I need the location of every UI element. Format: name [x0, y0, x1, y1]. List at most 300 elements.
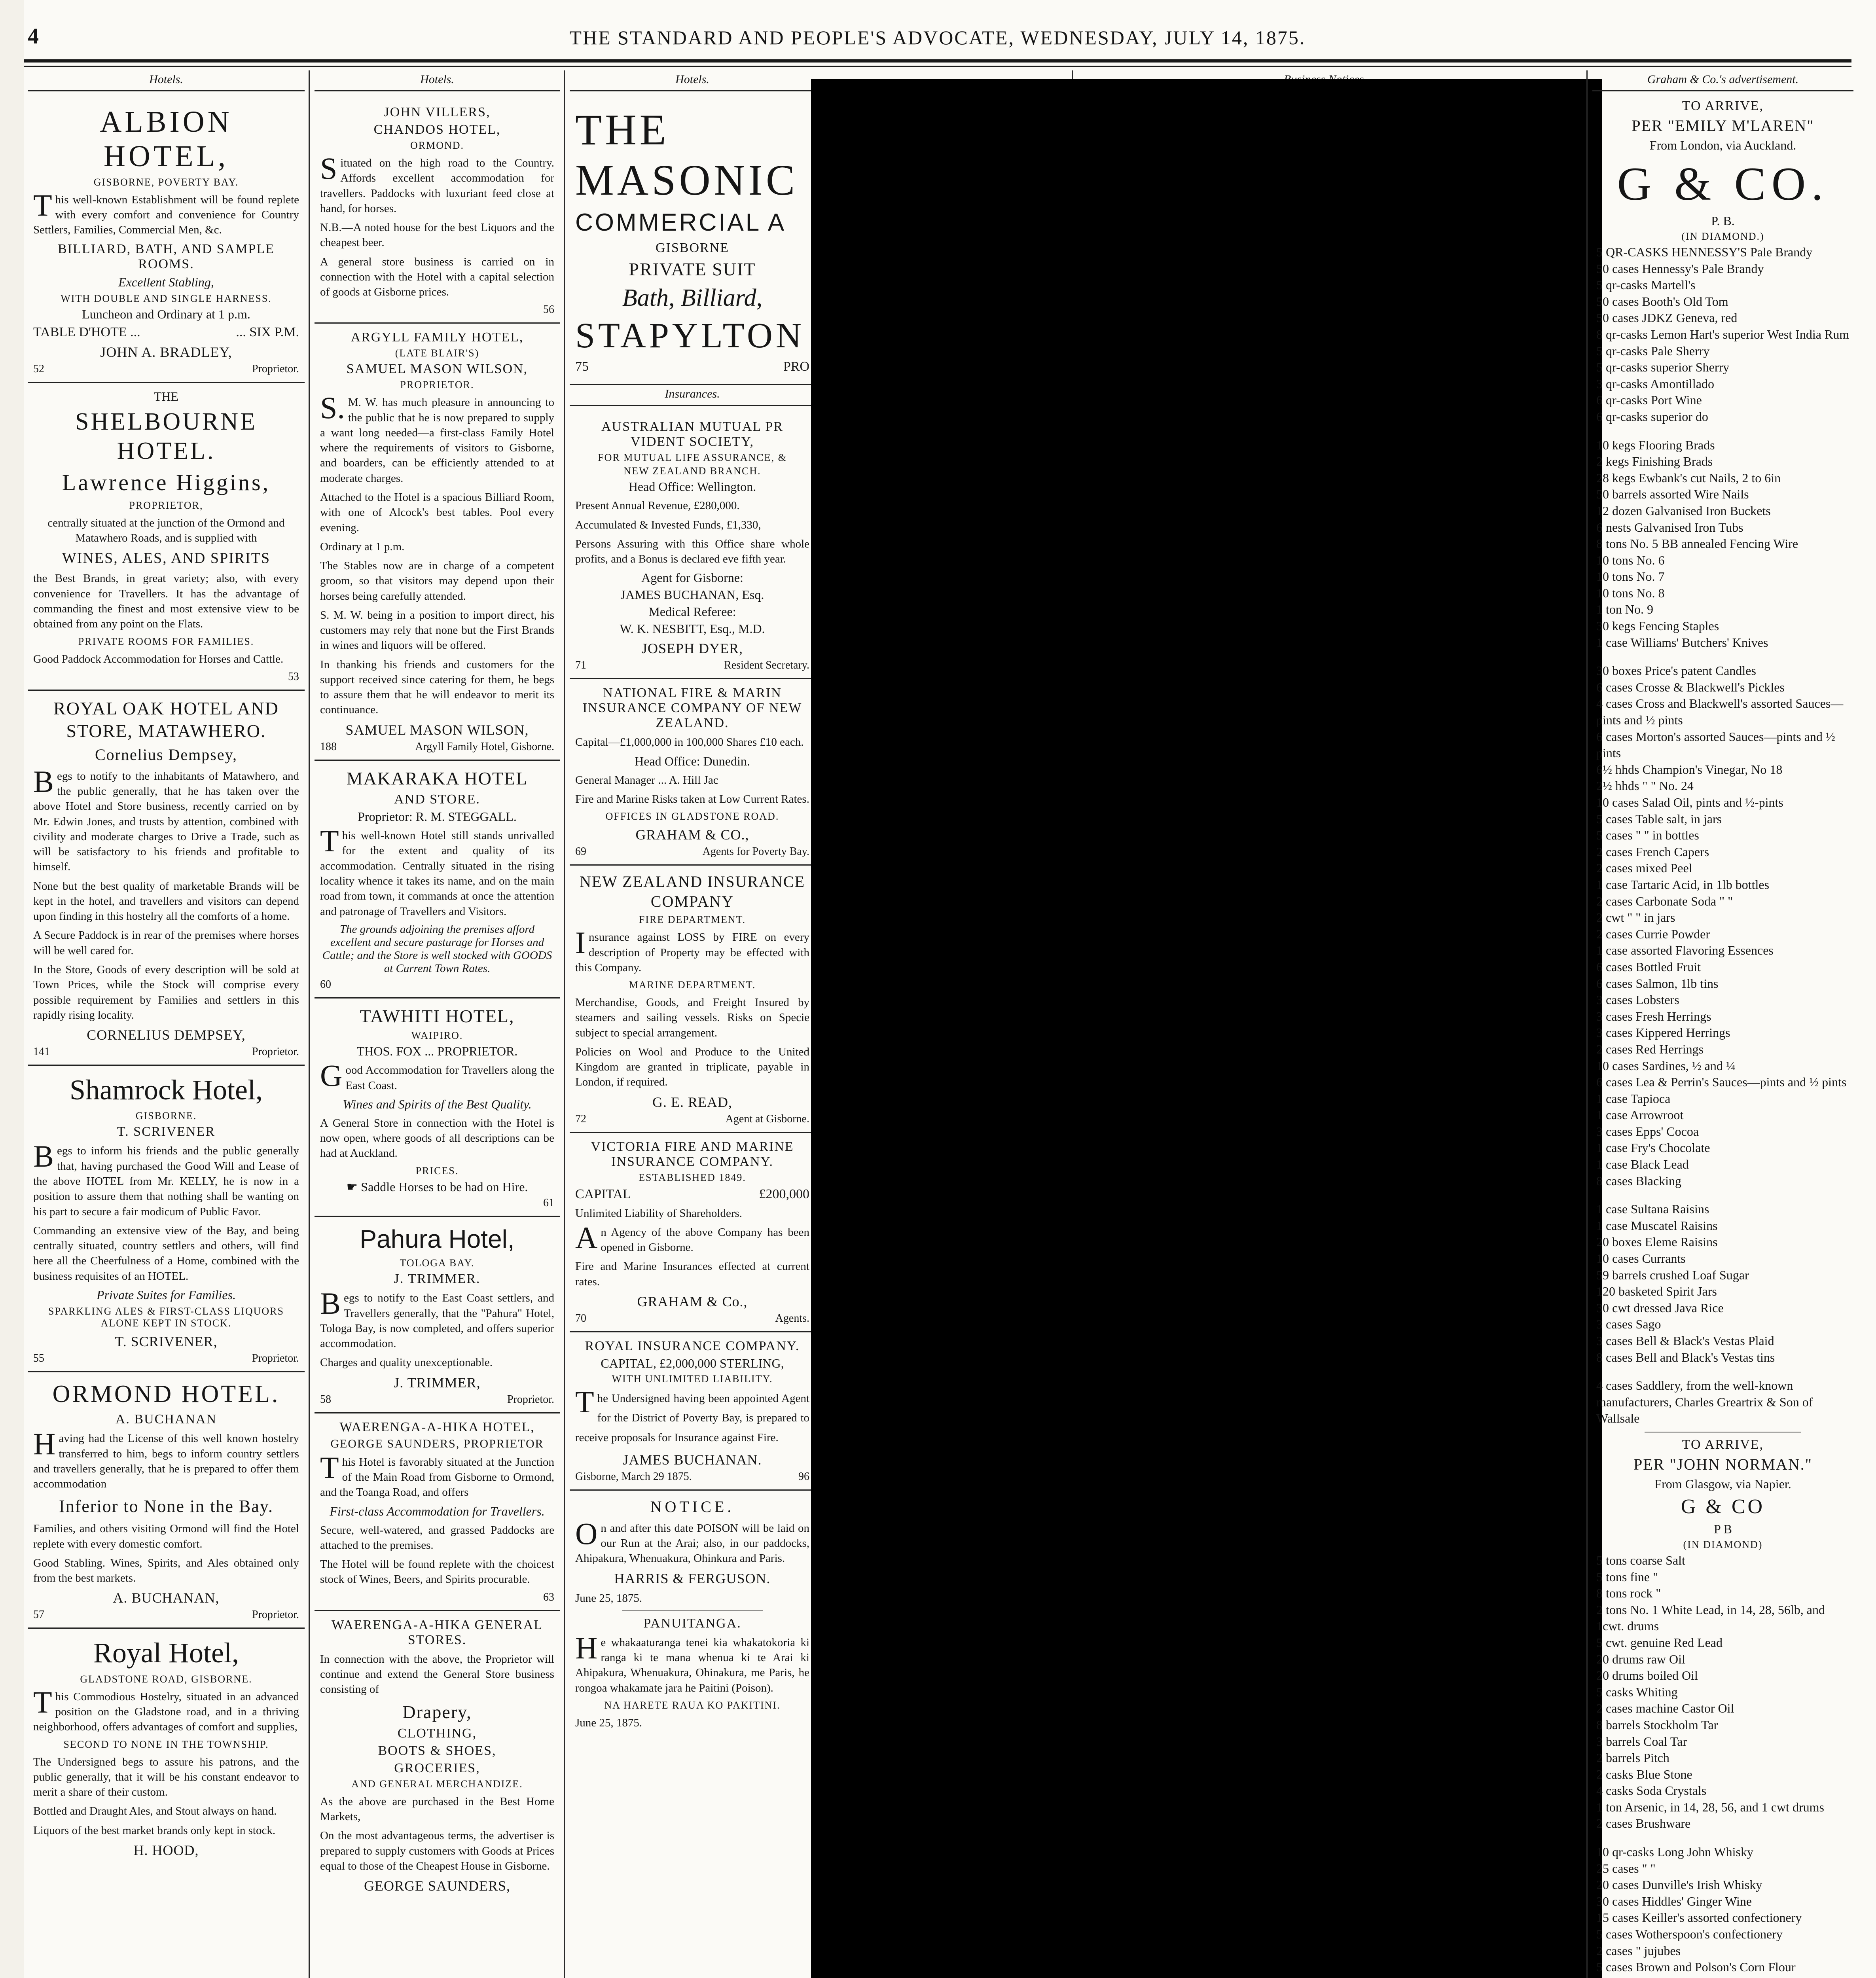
ad-offices: OFFICES IN GLADSTONE ROAD.	[605, 811, 779, 822]
ad-body-2: Families, and others visiting Ormond will find the Hotel replete with every domestic comfort.	[33, 1522, 299, 1550]
goods-item: 3 cases Lobsters	[1596, 993, 1679, 1007]
ad-footer	[320, 1591, 554, 1604]
brand-diamond: (IN DIAMOND.)	[1681, 231, 1764, 242]
ad-signature: G. E. READ,	[652, 1094, 732, 1110]
ad-horses-text: Saddle Horses to be had on Hire.	[361, 1179, 528, 1194]
ad-italic: Wines and Spirits of the Best Quality.	[343, 1097, 532, 1111]
goods-item: 1 case Tapioca	[1596, 1091, 1671, 1106]
ship-name-2: PER "JOHN NORMAN."	[1633, 1455, 1813, 1473]
goods-item: 20 drums boiled Oil	[1596, 1668, 1698, 1683]
ad-body-2: As the above are purchased in the Best Home Markets,	[320, 1795, 554, 1823]
ad-victoria-insurance	[570, 1133, 815, 1332]
goods-item: 8 qr-casks Lemon Hart's superior West India Rum	[1596, 327, 1849, 341]
ad-number: 61	[543, 1196, 554, 1209]
ad-groceries: GROCERIES,	[394, 1760, 480, 1775]
brand-mark: G & CO.	[1617, 157, 1829, 210]
ad-body-2: Attached to the Hotel is a spacious Billiard Room, with one of Alcock's best tables. Pool every evening.	[320, 491, 554, 534]
ad-body: On and after this date POISON will be laid on our Run at the Arai; also, in our paddocks, Ahipakura, Whenuakura, Ohinkura and Paris.	[575, 1516, 809, 1565]
ad-signature: HARRIS & FERGUSON.	[614, 1570, 771, 1586]
ad-number: 70	[575, 1312, 586, 1324]
ad-number: 188	[320, 740, 337, 753]
ad-footer	[320, 1197, 554, 1209]
ad-title: Shamrock Hotel,	[70, 1074, 263, 1106]
ad-role: Proprietor.	[252, 362, 299, 375]
column-header: Graham & Co.'s advertisement.	[1592, 70, 1853, 91]
goods-item: 2½ hhds " " No. 24	[1596, 779, 1694, 793]
ad-inferior: Inferior to None in the Bay.	[59, 1497, 273, 1516]
ad-nb: N.B.—A noted house for the best Liquors and the cheapest beer.	[320, 221, 554, 249]
goods-item: 3 cases Bell & Black's Vestas Plaid	[1596, 1334, 1774, 1348]
ad-footer	[575, 1312, 809, 1325]
goods-item: 20 drums raw Oil	[1596, 1652, 1685, 1666]
ad-table-dhote	[33, 325, 299, 340]
column-2	[315, 70, 560, 1978]
goods-item: 120 basketed Spirit Jars	[1596, 1284, 1717, 1299]
goods-item: 5 cases Brown and Polson's Corn Flour	[1596, 1960, 1796, 1974]
goods-item: 50 cases Booth's Old Tom	[1596, 294, 1728, 309]
ad-ales: SPARKLING ALES & FIRST-CLASS LIQUORS ALONE KEPT IN STOCK.	[48, 1305, 284, 1329]
goods-item: 10 cases Sardines, ½ and ¼	[1596, 1058, 1736, 1073]
ad-body: Begs to notify to the East Coast settlers, and Travellers generally, that the "Pahura" Hotel, Tologa Bay, is now completed, and offers superior accommodation.	[320, 1286, 554, 1350]
ad-footer	[33, 1046, 299, 1058]
goods-item: 2 cases machine Castor Oil	[1596, 1701, 1734, 1716]
goods-list-hardware	[1592, 437, 1853, 651]
ad-body-4: In the Store, Goods of every description will be sold at Town Prices, while the Stock will comprise every possible requirement by Families and settlers in this rapidly rising locality.	[33, 963, 299, 1021]
ad-branch: NEW ZEALAND BRANCH.	[623, 465, 761, 477]
goods-item: 1 case Sultana Raisins	[1596, 1202, 1709, 1216]
goods-item: 25 cases " "	[1596, 1861, 1656, 1876]
ad-body: Begs to notify to the inhabitants of Matawhero, and the public generally, that he has taken over the above Hotel and Store business, recently carried on by Mr. Edwin Jones, and trusts by attention, combined with civility and moderate charges to Drive a Trade, such as will be satisfactory to his friends and profitable to himself.	[33, 764, 299, 873]
goods-item: 5 cases Table salt, in jars	[1596, 811, 1722, 826]
ad-wines: WINES, ALES, AND SPIRITS	[62, 550, 271, 567]
goods-item: 6 cases Salmon, 1lb tins	[1596, 976, 1719, 991]
ad-argyll-hotel	[315, 324, 560, 760]
ad-title: NOTICE.	[650, 1497, 735, 1516]
ad-body-2: The Undersigned begs to assure his patrons, and the public generally, that it will be his constant endeavor to merit a share of their custom.	[33, 1755, 299, 1799]
ad-line-5: PRO	[783, 359, 809, 374]
ad-body-3: Ordinary at 1 p.m.	[320, 540, 405, 553]
goods-item: 3 cases Epps' Cocoa	[1596, 1124, 1699, 1139]
column-header: Hotels.	[570, 70, 815, 91]
ad-title: ARGYLL FAMILY HOTEL,	[351, 330, 524, 345]
ad-footer	[33, 1352, 299, 1365]
goods-item: 28 kegs Ewbank's cut Nails, 2 to 6in	[1596, 470, 1781, 485]
goods-item: 10 tons No. 7	[1596, 569, 1665, 584]
ad-private-rooms: PRIVATE ROOMS FOR FAMILIES.	[78, 635, 254, 647]
ad-shelbourne-hotel	[28, 383, 305, 691]
ad-boots: BOOTS & SHOES,	[378, 1743, 496, 1758]
goods-item: 2 cases " jujubes	[1596, 1943, 1681, 1958]
goods-item: 2 casks Blue Stone	[1596, 1767, 1692, 1781]
ad-signature: SAMUEL MASON WILSON,	[345, 722, 529, 738]
ad-role: Agents.	[775, 1312, 809, 1324]
ad-proprietor: THOS. FOX ... PROPRIETOR.	[356, 1044, 518, 1059]
pointing-hand-icon: ☛	[346, 1179, 361, 1194]
goods-item: 10 cases Salad Oil, pints and ½-pints	[1596, 795, 1783, 809]
brand-mark-2: G & CO	[1681, 1495, 1765, 1518]
ad-title: Pahura Hotel,	[360, 1224, 515, 1253]
ad-notice	[570, 1491, 815, 1741]
ad-body: Good Accommodation for Travellers along the East Coast.	[320, 1058, 554, 1093]
ad-body-3: Bottled and Draught Ales, and Stout always on hand.	[33, 1805, 277, 1818]
goods-item: 8 cases Bell and Black's Vestas tins	[1596, 1350, 1775, 1364]
column-1	[28, 70, 305, 1978]
goods-item: 6 qr-casks Port Wine	[1596, 393, 1702, 407]
ad-liability: Unlimited Liability of Shareholders.	[575, 1207, 743, 1220]
ad-place: ORMOND.	[410, 140, 464, 151]
ad-place: WAIPIRO.	[411, 1030, 463, 1042]
goods-item: 6 cases Lea & Perrin's Sauces—pints and ½ pints	[1596, 1075, 1847, 1089]
ad-signature: J. TRIMMER,	[394, 1374, 481, 1391]
goods-item: 2 cases French Capers	[1596, 844, 1709, 859]
ad-footer	[575, 359, 809, 374]
ad-office: Head Office: Wellington.	[628, 479, 756, 494]
ad-agent-name: JAMES BUCHANAN, Esq.	[620, 587, 764, 602]
ad-title: SHELBOURNE HOTEL.	[75, 408, 257, 464]
ad-body: This Hotel is favorably situated at the Junction of the Main Road from Gisborne to Ormond, and the Toanga Road, and offers	[320, 1450, 554, 1499]
goods-item: 1 ton Arsenic, in 14, 28, 56, and 1 cwt drums	[1596, 1800, 1824, 1814]
goods-item: 2 kegs Finishing Brads	[1596, 454, 1713, 469]
ad-paddock: Good Paddock Accommodation for Horses and Cattle.	[33, 652, 284, 665]
ad-place: TOLOGA BAY.	[400, 1257, 475, 1269]
ad-agent-label: Agent for Gisborne:	[641, 570, 743, 585]
ad-chandos-hotel	[315, 99, 560, 324]
goods-item: 5 QR-CASKS HENNESSY'S Pale Brandy	[1596, 245, 1813, 259]
ad-italic: First-class Accommodation for Travellers.	[330, 1504, 545, 1518]
ad-capital: CAPITAL, £2,000,000 STERLING,	[601, 1356, 784, 1370]
goods-item: 50 cases Hennessy's Pale Brandy	[1596, 261, 1764, 276]
ad-shamrock-hotel	[28, 1066, 305, 1372]
ad-proprietor-name: Lawrence Higgins,	[62, 470, 271, 496]
goods-item: 2 cases Red Herrings	[1596, 1042, 1704, 1056]
ad-place: GISBORNE	[655, 241, 730, 256]
ad-role: Proprietor.	[252, 1046, 299, 1058]
ad-marine: MARINE DEPARTMENT.	[629, 979, 756, 991]
ad-funds: Accumulated & Invested Funds, £1,330,	[575, 518, 761, 531]
ad-the: THE	[153, 389, 179, 404]
goods-item: 50 cases JDKZ Geneva, red	[1596, 311, 1738, 325]
ad-albion-hotel	[28, 99, 305, 383]
ad-body: S.M. W. has much pleasure in announcing to the public that he is now prepared to supply a want long needed—a first-class Family Hotel where the requirements of visitors to Gisborne, and boarders, can be efficiently attended to at moderate charges.	[320, 390, 554, 485]
page-margin	[0, 0, 24, 1978]
ad-signature-2: Argyll Family Hotel, Gisborne.	[415, 740, 554, 753]
goods-item: 2 cwt " " in jars	[1596, 910, 1675, 925]
ad-subtitle: FOR MUTUAL LIFE ASSURANCE, &	[598, 452, 787, 464]
ad-number: 96	[798, 1470, 809, 1483]
goods-item: 2 cases Brushware	[1596, 1816, 1691, 1831]
goods-item: 5 cases Wotherspoon's confectionery	[1596, 1927, 1783, 1942]
ad-body-2: A General Store in connection with the Hotel is now open, where goods of all descriptions can be had at Auckland.	[320, 1116, 554, 1160]
goods-item: 8 tons No. 5 BB annealed Fencing Wire	[1596, 536, 1798, 551]
ad-body: The Undersigned having been appointed Agent for the District of Poverty Bay, is prepared to receive proposals for Insurance against Fire.	[575, 1384, 809, 1444]
ad-body-3: Good Stabling. Wines, Spirits, and Ales obtained only from the best markets.	[33, 1556, 299, 1585]
ad-late: (LATE BLAIR'S)	[395, 347, 479, 359]
ad-role: Agents for Poverty Bay.	[702, 845, 809, 858]
ad-line-1: COMMERCIAL A	[575, 209, 786, 236]
ad-liability: WITH UNLIMITED LIABILITY.	[612, 1373, 773, 1385]
newspaper-title: THE STANDARD AND PEOPLE'S ADVOCATE, WEDNESDAY, JULY 14, 1875.	[569, 27, 1306, 49]
ad-signature-maori: NA HARETE RAUA KO PAKITINI.	[604, 1699, 781, 1711]
capital-label: CAPITAL	[575, 1186, 631, 1201]
ad-footer	[320, 741, 554, 753]
goods-list-glasgow	[1592, 1552, 1853, 1832]
ad-title: TAWHITI HOTEL,	[360, 1006, 515, 1026]
ad-role: Resident Secretary.	[724, 659, 809, 672]
ad-horses	[320, 1179, 554, 1194]
goods-item: 3 barrels Coal Tar	[1596, 1734, 1687, 1749]
goods-item: 2 cases Currie Powder	[1596, 926, 1710, 941]
ad-number: 63	[543, 1591, 554, 1603]
ad-body-4: The Stables now are in charge of a competent groom, so that visitors may depend upon their horses being carefully attended.	[320, 559, 554, 602]
ad-medical-label: Medical Referee:	[648, 604, 736, 619]
ad-ormond-hotel	[28, 1372, 305, 1629]
ad-number: 56	[543, 303, 554, 316]
ad-medical-name: W. K. NESBITT, Esq., M.D.	[620, 621, 765, 636]
ad-place: GISBORNE.	[135, 1110, 197, 1122]
ad-title-maori: PANUITANGA.	[643, 1616, 741, 1631]
column-header: Hotels.	[28, 70, 305, 91]
ad-body-4: Liquors of the best market brands only kept in stock.	[33, 1824, 276, 1837]
ad-makaraka-hotel	[315, 761, 560, 998]
ad-footer	[575, 1470, 809, 1483]
ad-signature: CORNELIUS DEMPSEY,	[87, 1027, 246, 1043]
ad-body: This well-known Hotel still stands unrivalled for the extent and quality of its accommodation. Centrally situated in the rising locality whence it takes its name, and on the main road from town, it commands at once the attention and patronage of Travellers and Visitors.	[320, 824, 554, 918]
ad-signature: JAMES BUCHANAN.	[623, 1451, 762, 1468]
ad-tawhiti-hotel	[315, 998, 560, 1217]
ad-masonic-hotel	[570, 99, 815, 385]
ad-title: ROYAL INSURANCE COMPANY.	[585, 1338, 800, 1353]
goods-item: 5 qr-casks Martell's	[1596, 278, 1696, 292]
goods-item: 3 cases Fresh Herrings	[1596, 1009, 1711, 1023]
ad-amp-society	[570, 413, 815, 679]
ad-title: Royal Hotel,	[93, 1637, 239, 1669]
goods-item: 20 cases Dunville's Irish Whisky	[1596, 1878, 1762, 1892]
ad-revenue: Present Annual Revenue, £280,000.	[575, 499, 740, 512]
goods-item: 5 cases " " in bottles	[1596, 828, 1699, 843]
goods-item: 5 tons coarse Salt	[1596, 1553, 1685, 1567]
column-5	[1592, 70, 1853, 1978]
masthead-rule	[24, 59, 1851, 63]
ad-address: GLADSTONE ROAD, GISBORNE.	[80, 1673, 252, 1685]
ad-body: In connection with the above, the Proprietor will continue and extend the General Store business consisting of	[320, 1652, 554, 1696]
goods-item: 5 casks Whiting	[1596, 1684, 1678, 1699]
column-header: Hotels.	[315, 70, 560, 91]
goods-item: 8 tons rock "	[1596, 1586, 1661, 1601]
ad-footer	[575, 659, 809, 672]
goods-item: 1 case Tartaric Acid, in 1lb bottles	[1596, 877, 1770, 892]
column-3	[570, 70, 815, 1978]
goods-item: 30 kegs Fencing Staples	[1596, 619, 1719, 633]
goods-item: 30 cases Hiddles' Ginger Wine	[1596, 1894, 1752, 1908]
goods-item: 1 case Muscatel Raisins	[1596, 1218, 1718, 1233]
goods-item: 1 case Arrowroot	[1596, 1108, 1684, 1122]
brand-pb: P. B.	[1711, 214, 1735, 228]
goods-item: 5 cwt. genuine Red Lead	[1596, 1635, 1723, 1650]
ad-number: 72	[575, 1112, 586, 1125]
table-dhote-label: TABLE D'HOTE ...	[33, 324, 140, 339]
goods-item: 5 qr-casks Pale Sherry	[1596, 343, 1710, 358]
ad-national-fire	[570, 679, 815, 866]
ad-footer	[33, 671, 299, 683]
goods-item: 10 tons No. 8	[1596, 585, 1665, 600]
goods-item: 1 case Fry's Chocolate	[1596, 1141, 1710, 1155]
ad-number: 71	[575, 659, 586, 672]
ad-title: MAKARAKA HOTEL	[346, 768, 528, 788]
goods-item: 8 barrels Stockholm Tar	[1596, 1717, 1718, 1732]
ad-body: Begs to inform his friends and the public generally that, having purchased the Good Will and Lease of the above HOTEL from Mr. KELLY, he is now in a position to assure them that nothing shall be wanting on his part to secure a fair modicum of Public Favor.	[33, 1139, 299, 1218]
ad-number: 69	[575, 845, 586, 858]
ad-body: Insurance against LOSS by FIRE on every description of Property may be effected with this Company.	[575, 925, 809, 974]
divider	[622, 1610, 762, 1611]
ad-signature: GRAHAM & CO.,	[635, 827, 749, 843]
goods-item: 3 cases Kippered Herrings	[1596, 1025, 1730, 1040]
ad-signature: T. SCRIVENER,	[115, 1333, 218, 1349]
ad-second: SECOND TO NONE IN THE TOWNSHIP.	[63, 1738, 269, 1750]
goods-item: 12 dozen Galvanised Iron Buckets	[1596, 503, 1771, 518]
ad-number: 75	[575, 359, 589, 374]
page-number: 4	[28, 24, 39, 49]
ad-number: 60	[320, 978, 331, 991]
ad-title: ROYAL OAK HOTEL AND STORE, MATAWHERO.	[53, 698, 279, 741]
ad-proprietor: Proprietor: R. M. STEGGALL.	[358, 809, 517, 824]
masthead-rule-thin	[24, 66, 1851, 67]
ad-line-2: PRIVATE SUIT	[629, 259, 756, 280]
ad-drapery: Drapery,	[402, 1702, 472, 1722]
ad-body-2: the Best Brands, in great variety; also, with every convenience for Travellers. It has the advantage of commanding the finest and most extensive view to be obtained from any point on the Flats.	[33, 572, 299, 631]
goods-list-whisky	[1592, 1844, 1853, 1976]
ad-charges: Charges and quality unexceptionable.	[320, 1356, 493, 1369]
goods-item: 59 barrels crushed Loaf Sugar	[1596, 1268, 1749, 1282]
ad-role: Proprietor.	[252, 1352, 299, 1364]
ad-date: June 25, 1875.	[575, 1591, 642, 1605]
goods-item: 2 cases mixed Peel	[1596, 861, 1692, 875]
ad-role: PROPRIETOR.	[400, 379, 474, 391]
ad-owner: SAMUEL MASON WILSON,	[346, 362, 528, 377]
brand-diamond-2: (IN DIAMOND)	[1683, 1538, 1763, 1550]
goods-item: 6½ hhds Champion's Vinegar, No 18	[1596, 762, 1783, 777]
ad-title: ORMOND HOTEL.	[52, 1380, 280, 1408]
ad-owner: J. TRIMMER.	[394, 1271, 481, 1286]
ad-body-2: Fire and Marine Insurances effected at current rates.	[575, 1260, 809, 1288]
ad-body: Persons Assuring with this Office share whole profits, and a Bonus is declared eve fifth year.	[575, 537, 809, 566]
ad-prices: PRICES.	[415, 1165, 459, 1177]
goods-item: 3 qr-casks Amontillado	[1596, 376, 1714, 391]
ad-store: A general store business is carried on in connection with the Hotel with a capital selection of goods at Gisborne prices.	[320, 255, 554, 299]
ad-body-2: Commanding an extensive view of the Bay, and being centrally situated, country settlers and others, will find here all the Cheerfulness of a Home, combined with the business requisites of an HOTEL.	[33, 1224, 299, 1283]
ad-number: 53	[288, 670, 299, 683]
ad-title: AUSTRALIAN MUTUAL PR VIDENT SOCIETY,	[601, 419, 783, 449]
ad-title: VICTORIA FIRE AND MARINE INSURANCE COMPANY.	[591, 1139, 794, 1169]
ad-number: 141	[33, 1046, 50, 1058]
goods-item: 2 barrels Pitch	[1596, 1751, 1669, 1765]
goods-item: 1 case assorted Flavoring Essences	[1596, 943, 1774, 958]
goods-item: 6 nests Galvanised Iron Tubs	[1596, 520, 1743, 534]
ad-owner: JOHN VILLERS,	[384, 105, 491, 119]
ad-footer	[33, 1609, 299, 1621]
goods-item: 10 cases Currants	[1596, 1251, 1686, 1266]
ad-body-3: The Hotel will be found replete with the choicest stock of Wines, Beers, and Spirits procurable.	[320, 1558, 554, 1586]
ad-royal-hotel	[28, 1629, 305, 1866]
goods-item: 50 barrels assorted Wire Nails	[1596, 487, 1749, 502]
ad-royal-oak-hotel	[28, 691, 305, 1066]
goods-item: 2 tons No. 1 White Lead, in 14, 28, 56lb, and 1cwt. drums	[1596, 1602, 1825, 1633]
goods-item: 4 casks Soda Crystals	[1596, 1783, 1707, 1798]
ad-general: AND GENERAL MERCHANDIZE.	[351, 1778, 523, 1790]
ad-body-6: In thanking his friends and customers for the support received since catering for them, he begs to assure them that he will endeavor to merit its continuance.	[320, 658, 554, 716]
ad-title: WAERENGA-A-HIKA GENERAL STORES.	[331, 1617, 543, 1647]
ad-luncheon: Luncheon and Ordinary at 1 p.m.	[82, 307, 250, 321]
ship-origin: From London, via Auckland.	[1649, 138, 1796, 152]
ad-body: Situated on the high road to the Country. Affords excellent accommodation for travellers. Paddocks with luxuriant feed close at hand, for horses.	[320, 151, 554, 215]
column-rule	[309, 70, 310, 1978]
goods-item: 30 cwt dressed Java Rice	[1596, 1300, 1724, 1315]
goods-item: 6 cases Morton's assorted Sauces—pints and ½ pints	[1596, 729, 1835, 760]
ad-body: Having had the License of this well known hostelry transferred to him, begs to inform country settlers and travellers generally, that he is prepared to offer them accommodation	[33, 1427, 299, 1491]
ad-role: Proprietor.	[252, 1609, 299, 1621]
goods-item: 1 case Black Lead	[1596, 1157, 1689, 1172]
ad-number: 55	[33, 1352, 44, 1364]
goods-item: 8 cases Blacking	[1596, 1173, 1682, 1188]
goods-item: 5 tons fine "	[1596, 1569, 1658, 1584]
ad-royal-insurance	[570, 1332, 815, 1491]
column-rule	[564, 70, 565, 1978]
ship-name: PER "EMILY M'LAREN"	[1632, 117, 1814, 135]
ad-italic: The grounds adjoining the premises afford excellent and secure pasturage for Horses and Cattle; and the Store is well stocked with GOODS at Current Town Rates.	[322, 923, 552, 975]
ad-footer	[320, 1393, 554, 1406]
ad-body-5: S. M. W. being in a position to import direct, his customers may rely that none but the First Brands in wines and liquors will be offered.	[320, 608, 554, 652]
ad-title: NATIONAL FIRE & MARIN INSURANCE COMPANY OF NEW ZEALAND.	[582, 686, 802, 731]
ad-body-3: On the most advantageous terms, the advertiser is prepared to supply customers with Goods at Prices equal to those of the Cheapest House in Gisborne.	[320, 1829, 554, 1872]
ad-body-3: Policies on Wool and Produce to the United Kingdom are granted in triplicate, payable in London, if required.	[575, 1045, 809, 1089]
goods-item: 4 cases Cross and Blackwell's assorted Sauces—pints and ½ pints	[1596, 696, 1844, 728]
ad-waerenga-stores	[315, 1611, 560, 1902]
ad-rooms: BILLIARD, BATH, AND SAMPLE ROOMS.	[58, 241, 275, 271]
goods-item: 1 case Williams' Butchers' Knives	[1596, 635, 1768, 650]
ad-body: An Agency of the above Company has been opened in Gisborne.	[575, 1220, 809, 1255]
ad-signature: JOSEPH DYER,	[641, 640, 743, 657]
ad-title: WAERENGA-A-HIKA HOTEL,	[339, 1419, 535, 1434]
ad-suites: Private Suites for Families.	[97, 1287, 236, 1302]
ad-risks: Fire and Marine Risks taken at Low Current Rates.	[575, 792, 809, 805]
ad-footer	[575, 1113, 809, 1125]
goods-item: 5 qr-casks superior Sherry	[1596, 360, 1730, 375]
ad-role: PROPRIETOR,	[129, 499, 203, 511]
ad-line-3: Bath, Billiard,	[622, 284, 763, 311]
ad-subtitle: GISBORNE, POVERTY BAY.	[93, 176, 239, 188]
goods-item: 15 cases Keiller's assorted confectionery	[1596, 1910, 1802, 1925]
arrive-heading-2: TO ARRIVE,	[1682, 1437, 1764, 1452]
redaction-block	[811, 79, 1602, 1978]
ad-title: NEW ZEALAND INSURANCE COMPANY	[579, 873, 805, 911]
goods-item: 3 cases Sago	[1596, 1317, 1661, 1332]
goods-item: 6 cases Bottled Fruit	[1596, 959, 1701, 974]
ad-footer	[320, 978, 554, 991]
goods-item: 10 tons No. 6	[1596, 553, 1665, 567]
goods-saddlery: 4 cases Saddlery, from the well-known manufacturers, Charles Greartrix & Son of Wallsale	[1596, 1378, 1813, 1426]
goods-item: 30 boxes Price's patent Candles	[1596, 663, 1756, 678]
ad-proprietor-name: Cornelius Dempsey,	[95, 745, 238, 764]
goods-item: 10 kegs Flooring Brads	[1596, 438, 1715, 452]
ad-title: CHANDOS HOTEL,	[373, 122, 501, 137]
ad-body: centrally situated at the junction of the Ormond and Matawhero Roads, and is supplied with	[47, 516, 285, 545]
ad-number: 52	[33, 362, 44, 375]
ad-clothing: CLOTHING,	[397, 1726, 477, 1741]
section-header: Insurances.	[570, 385, 815, 406]
ad-proprietor: GEORGE SAUNDERS, PROPRIETOR	[330, 1437, 544, 1450]
ad-signature: H. HOOD,	[133, 1842, 199, 1858]
ad-body-2: Merchandise, Goods, and Freight Insured by steamers and sailing vessels. Risks on Specie subject to special arrangement.	[575, 996, 809, 1039]
ad-title: THE MASONIC	[575, 106, 798, 204]
